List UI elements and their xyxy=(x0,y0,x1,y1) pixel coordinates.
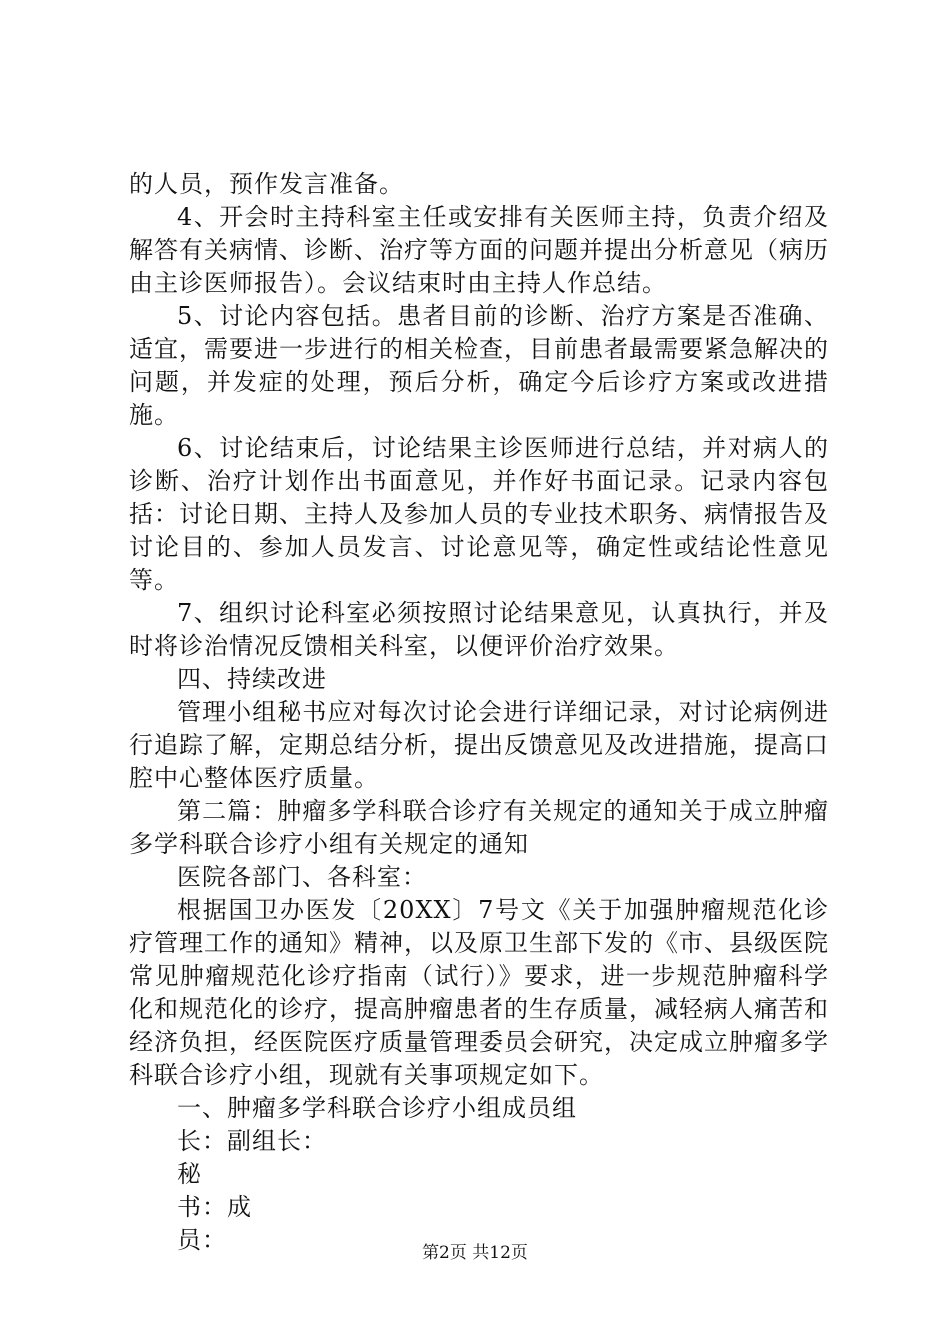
section-heading-members: 一、肿瘤多学科联合诊疗小组成员组 xyxy=(177,1094,577,1122)
members-line-members: 员： xyxy=(177,1226,227,1254)
section-heading-continuous-improvement: 四、持续改进 xyxy=(177,665,327,693)
chapter-heading-part-two: 第二篇：肿瘤多学科联合诊疗有关规定的通知关于成立肿瘤多学科联合诊疗小组有关规定的通知 xyxy=(129,797,829,858)
paragraph-continuation: 的人员，预作发言准备。 xyxy=(129,170,404,198)
paragraph-item-7: 7、组织讨论科室必须按照讨论结果意见，认真执行，并及时将诊治情况反馈相关科室，以便评价治疗效果。 xyxy=(129,599,829,660)
paragraph-item-6: 6、讨论结束后，讨论结果主诊医师进行总结，并对病人的诊断、治疗计划作出书面意见，并作好书面记录。记录内容包括：讨论日期、主持人及参加人员的专业技术职务、病情报告及讨论目的、参加人员发言、讨论意见等，确定性或结论性意见等。 xyxy=(129,434,829,594)
paragraph-notice-body: 根据国卫办医发〔20XX〕7号文《关于加强肿瘤规范化诊疗管理工作的通知》精神，以及原卫生部下发的《市、县级医院常见肿瘤规范化诊疗指南（试行）》要求，进一步规范肿瘤科学化和规范化的诊疗，提高肿瘤患者的生存质量，减轻病人痛苦和经济负担，经医院医疗质量管理委员会研究，决定成立肿瘤多学科联合诊疗小组，现就有关事项规定如下。 xyxy=(129,896,829,1089)
page-number: 第2页 共12页 xyxy=(422,1243,528,1263)
paragraph-salutation: 医院各部门、各科室： xyxy=(177,863,427,891)
members-line-secretary-1: 秘 xyxy=(177,1160,202,1188)
members-line-secretary-2: 书：成 xyxy=(177,1193,252,1221)
page-footer xyxy=(0,1243,950,1263)
paragraph-item-4: 4、开会时主持科室主任或安排有关医师主持，负责介绍及解答有关病情、诊断、治疗等方面的问题并提出分析意见（病历由主诊医师报告）。会议结束时由主持人作总结。 xyxy=(129,203,829,297)
paragraph-improvement: 管理小组秘书应对每次讨论会进行详细记录，对讨论病例进行追踪了解，定期总结分析，提出反馈意见及改进措施，提高口腔中心整体医疗质量。 xyxy=(129,698,829,792)
document-body xyxy=(129,168,829,1257)
paragraph-item-5: 5、讨论内容包括。患者目前的诊断、治疗方案是否准确、适宜，需要进一步进行的相关检查，目前患者最需要紧急解决的问题，并发症的处理，预后分析，确定今后诊疗方案或改进措施。 xyxy=(129,302,829,429)
members-line-leader: 长：副组长： xyxy=(177,1127,327,1155)
